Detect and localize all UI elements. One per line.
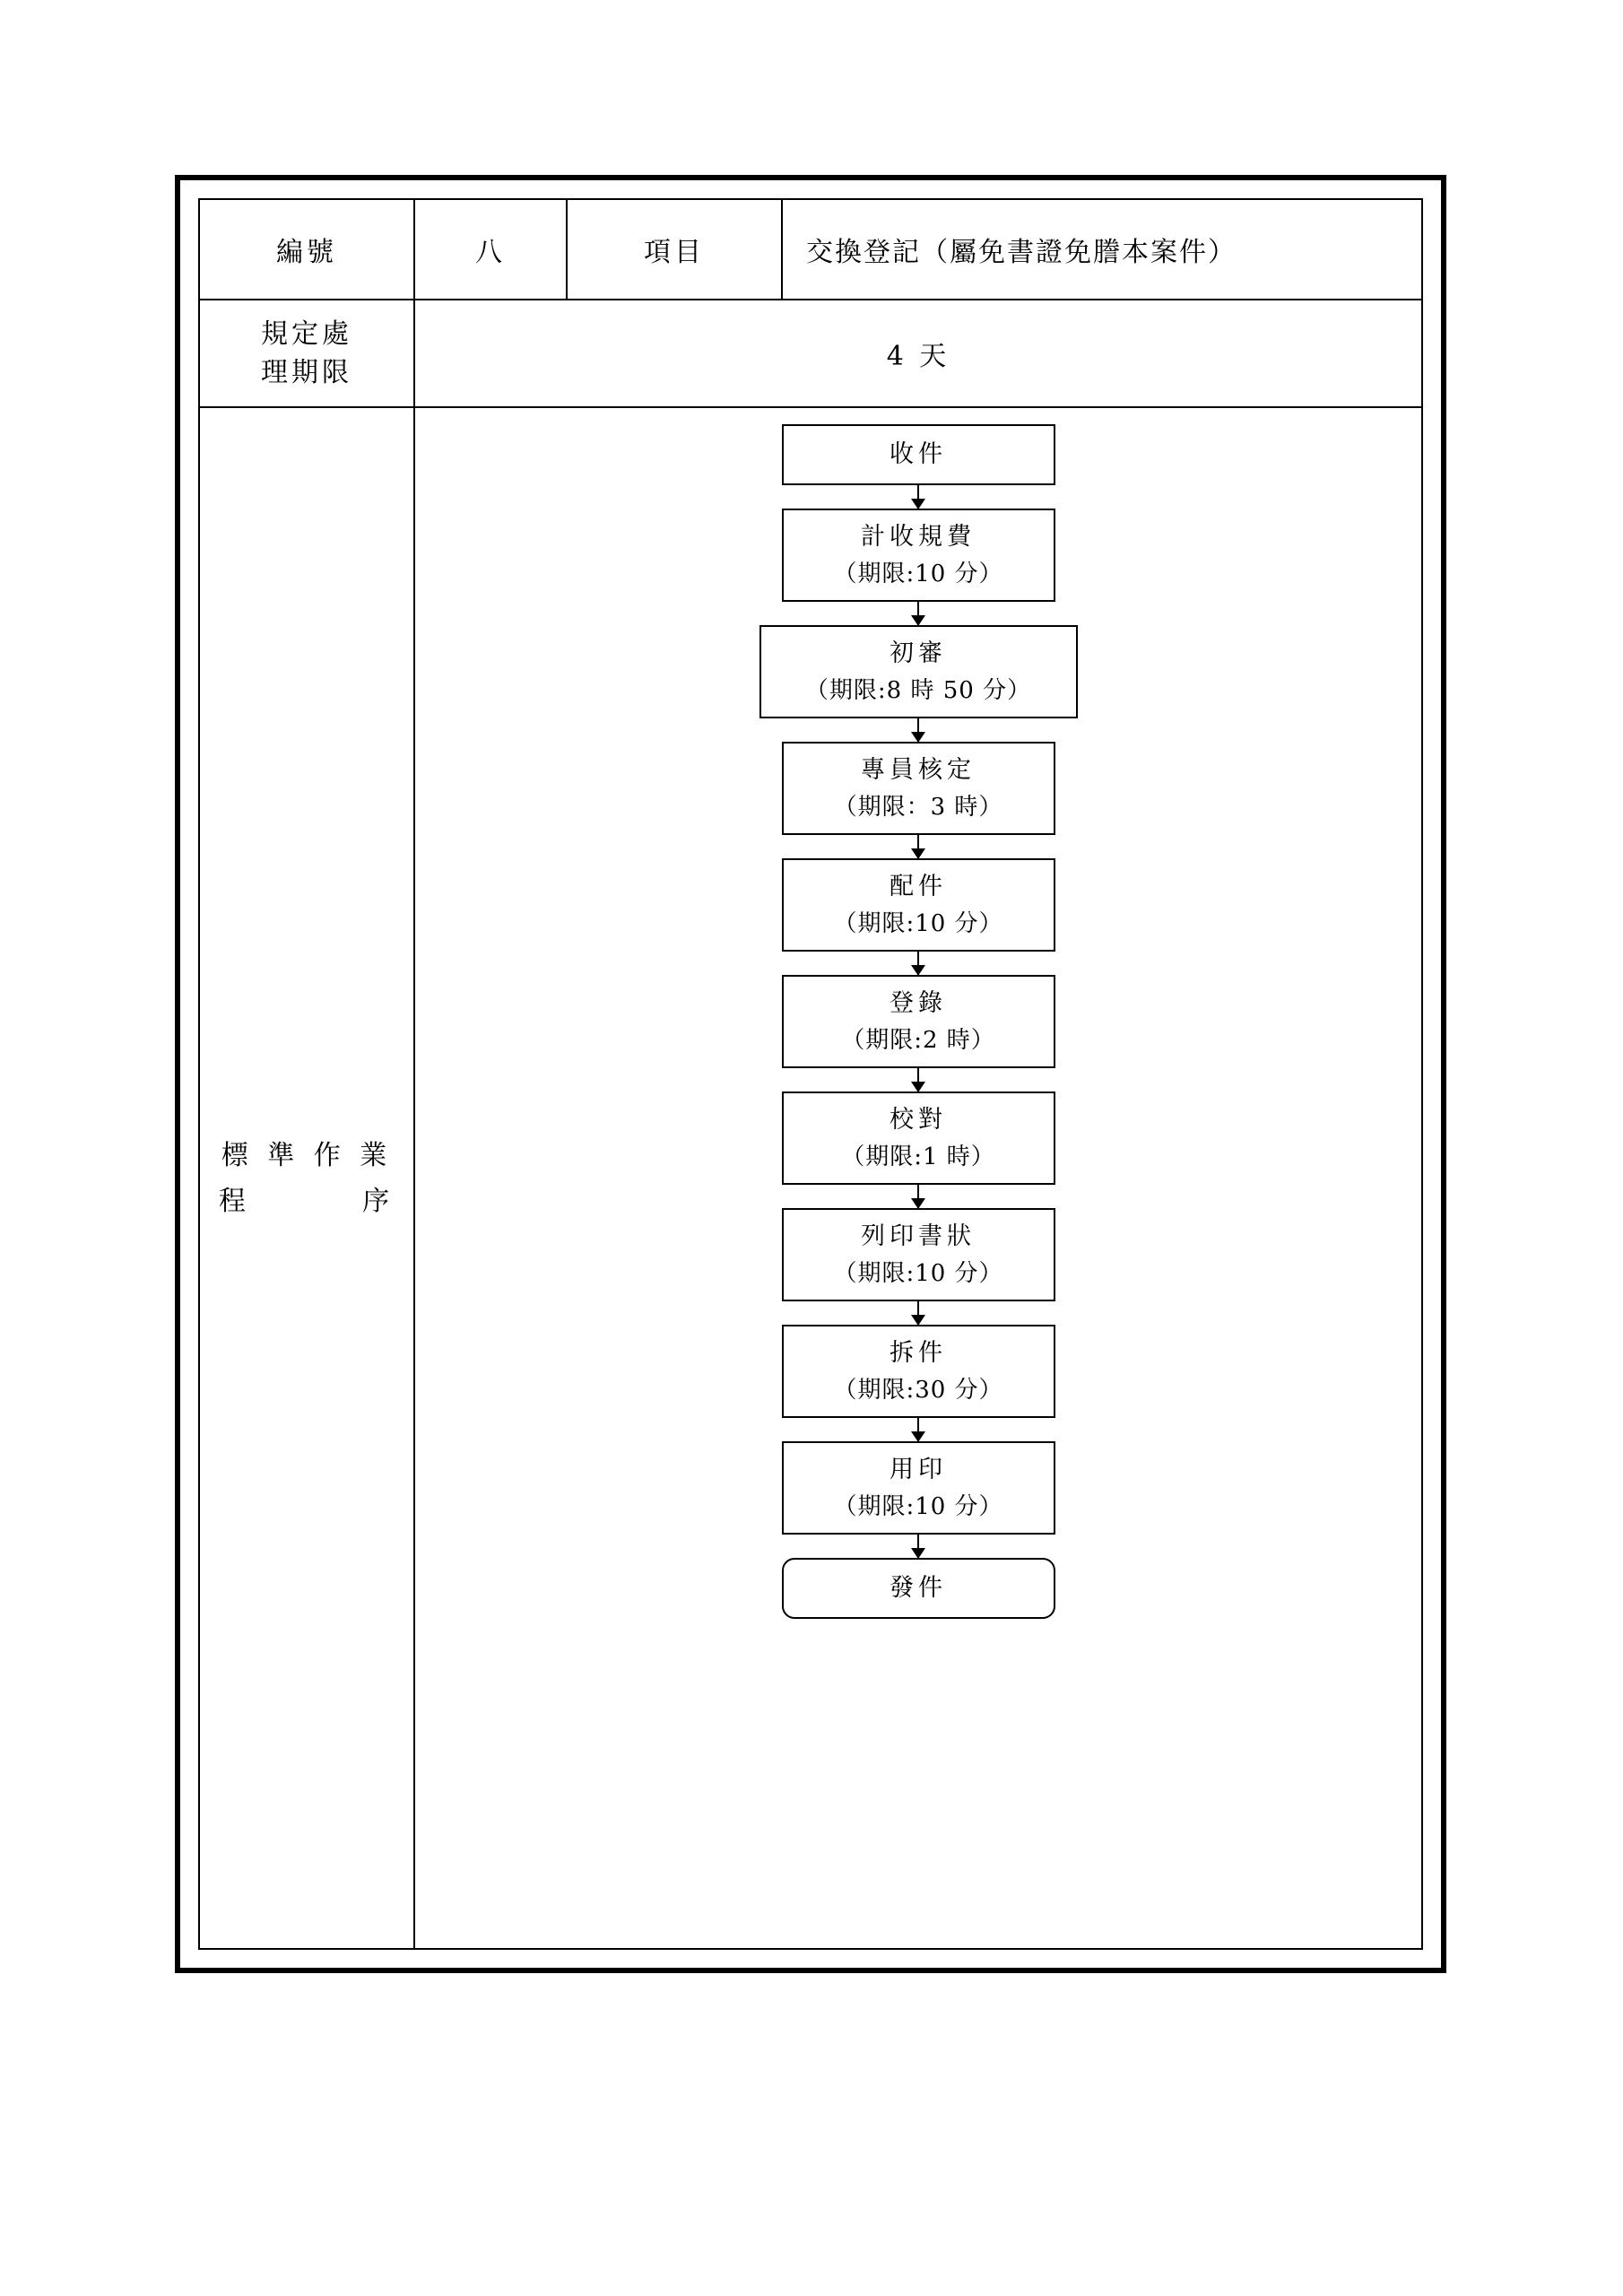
item-value: 交換登記（屬免書證免謄本案件） bbox=[806, 237, 1237, 268]
document-table bbox=[198, 198, 1423, 1950]
flow-node bbox=[759, 625, 1078, 718]
flow-node-title: 列印書狀 bbox=[861, 1222, 976, 1250]
table-row-limit bbox=[200, 300, 1421, 408]
flow-node-detail: （期限:8 時 50 分） bbox=[804, 676, 1032, 704]
flow-node-title: 拆件 bbox=[890, 1338, 947, 1367]
document-page bbox=[175, 175, 1446, 1973]
flow-arrow bbox=[917, 1535, 919, 1558]
flow-node-detail: （期限：3 時） bbox=[833, 793, 1003, 821]
flow-node bbox=[782, 742, 1055, 835]
flowchart bbox=[415, 408, 1421, 1948]
flow-node-title: 用印 bbox=[890, 1455, 947, 1483]
flow-node-title: 收件 bbox=[890, 440, 947, 469]
limit-value: 4 天 bbox=[886, 341, 950, 372]
table-row-header bbox=[200, 200, 1421, 300]
flow-arrow bbox=[917, 602, 919, 625]
flow-node-title: 登錄 bbox=[890, 988, 947, 1017]
flowchart-nodes bbox=[415, 424, 1421, 1619]
flow-node-title: 初審 bbox=[890, 639, 947, 667]
flow-node-title: 專員核定 bbox=[861, 755, 976, 784]
flow-node-detail: （期限:1 時） bbox=[841, 1143, 995, 1170]
flow-node-detail: （期限:10 分） bbox=[833, 560, 1003, 587]
flow-node-detail: （期限:10 分） bbox=[833, 909, 1003, 937]
table-row-procedure bbox=[200, 408, 1421, 1948]
flow-node bbox=[782, 1325, 1055, 1418]
flow-arrow bbox=[917, 835, 919, 858]
number-value: 八 bbox=[415, 200, 568, 299]
flow-arrow bbox=[917, 485, 919, 509]
flow-node bbox=[782, 1091, 1055, 1185]
flow-arrow bbox=[917, 1301, 919, 1325]
flow-node-title: 計收規費 bbox=[861, 522, 976, 551]
flow-arrow bbox=[917, 952, 919, 975]
flow-node-detail: （期限:30 分） bbox=[833, 1376, 1003, 1404]
number-label: 編號 bbox=[200, 200, 415, 299]
flow-node-title: 發件 bbox=[890, 1574, 947, 1603]
item-label: 項目 bbox=[568, 200, 783, 299]
flow-arrow bbox=[917, 718, 919, 742]
procedure-label bbox=[200, 408, 415, 1948]
flow-node bbox=[782, 509, 1055, 602]
flow-node bbox=[782, 1441, 1055, 1535]
flow-arrow bbox=[917, 1185, 919, 1208]
flow-arrow bbox=[917, 1068, 919, 1091]
flow-node-detail: （期限:10 分） bbox=[833, 1259, 1003, 1287]
procedure-label-line2: 程 序 bbox=[218, 1185, 395, 1217]
flow-node bbox=[782, 1558, 1055, 1619]
flow-node-title: 校對 bbox=[890, 1105, 947, 1134]
flow-node bbox=[782, 858, 1055, 952]
flow-node-detail: （期限:2 時） bbox=[841, 1026, 995, 1054]
limit-label-line1: 規定處 bbox=[261, 317, 352, 350]
flow-node bbox=[782, 1208, 1055, 1301]
limit-label bbox=[200, 300, 415, 406]
flow-node bbox=[782, 975, 1055, 1068]
flow-node-title: 配件 bbox=[890, 872, 947, 900]
flow-node-detail: （期限:10 分） bbox=[833, 1492, 1003, 1520]
flow-arrow bbox=[917, 1418, 919, 1441]
limit-label-line2: 理期限 bbox=[261, 357, 352, 388]
procedure-label-line1: 標 準 作 業 bbox=[221, 1139, 393, 1171]
flow-node bbox=[782, 424, 1055, 485]
